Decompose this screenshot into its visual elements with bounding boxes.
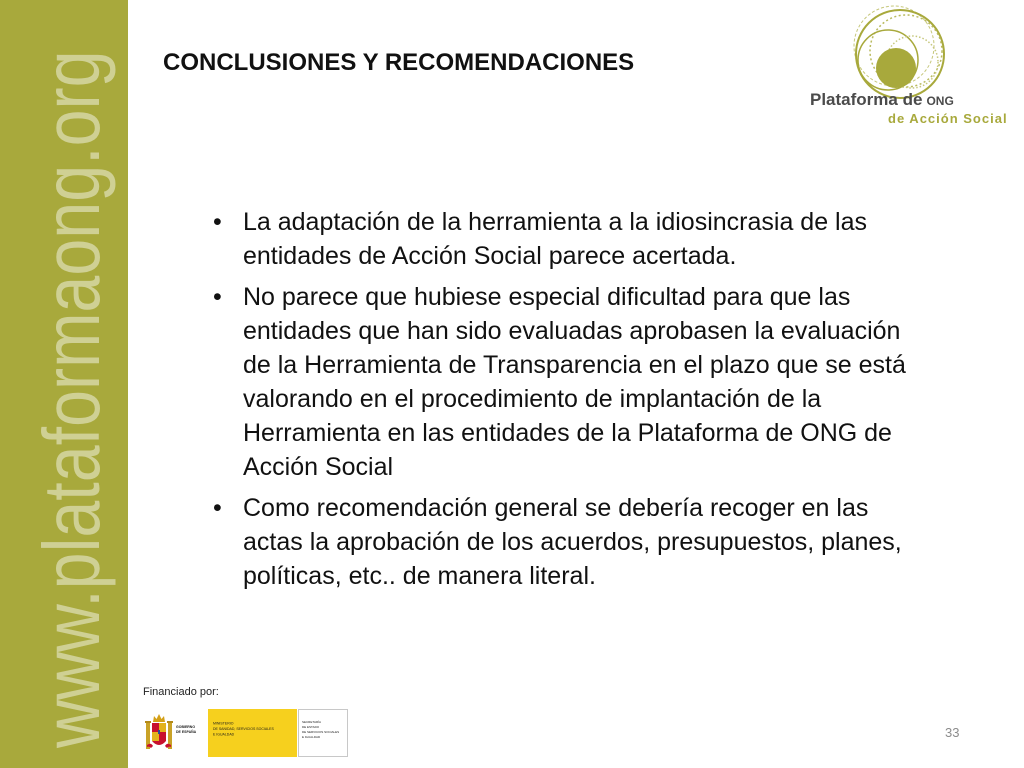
government-logo-text [176,725,196,735]
funded-by-label: Financiado por: [143,686,219,698]
government-logo [143,709,205,757]
logo-tagline: de Acción Social [888,111,1008,126]
government-logo-line: DE ESPAÑA [176,730,197,734]
coat-of-arms-icon [145,711,173,755]
bullet-item [243,491,923,593]
ministry-logo-line: MINISTERIO [213,722,234,726]
bullet-text: No parece que hubiese especial dificultad para que las entidades que han sido evaluadas aprobasen la evaluación de la Herramienta de Transparencia en el plazo que se está valorando en el procedimiento de implantación de la Herramienta en las entidades de la Plataforma de ONG de Acción Social [243,283,906,481]
government-logo-line: GOBIERNO [176,725,196,729]
bullet-marker [213,205,222,239]
bullet-item [243,205,923,273]
sidebar-website-text: www.plataformaong.org [27,50,116,748]
secretariat-logo-line: SECRETARÍA [302,721,321,724]
bullet-list [243,205,923,600]
bullet-item [243,280,923,484]
bullet-text: La adaptación de la herramienta a la idiosincrasia de las entidades de Acción Social parece acertada. [243,208,867,270]
logo-name-suffix: ONG [926,94,954,108]
bullet-text: Como recomendación general se debería recoger en las actas la aprobación de los acuerdos, presupuestos, planes, políticas, etc.. de manera literal. [243,494,902,590]
ministry-logo-line: E IGUALDAD [213,733,235,737]
ministry-logo [208,709,297,757]
slide-title: CONCLUSIONES Y RECOMENDACIONES [163,49,635,76]
logo-name-text: Plataforma de [810,90,923,109]
secretariat-logo-line: DE SERVICIOS SOCIALES [302,731,340,734]
secretariat-logo-line: E IGUALDAD [302,736,321,739]
bullet-marker [213,491,222,525]
secretariat-logo-text [302,720,339,740]
ministry-logo-text [213,721,274,738]
secretariat-logo-line: DE ESTADO [302,726,320,729]
page-number: 33 [945,725,960,740]
secretariat-logo [298,709,348,757]
bullet-marker [213,280,222,314]
ministry-logo-line: DE SANIDAD, SERVICIOS SOCIALES [213,727,274,731]
organization-logo [800,0,1024,135]
logo-name [810,90,954,111]
brand-sidebar [0,0,128,768]
